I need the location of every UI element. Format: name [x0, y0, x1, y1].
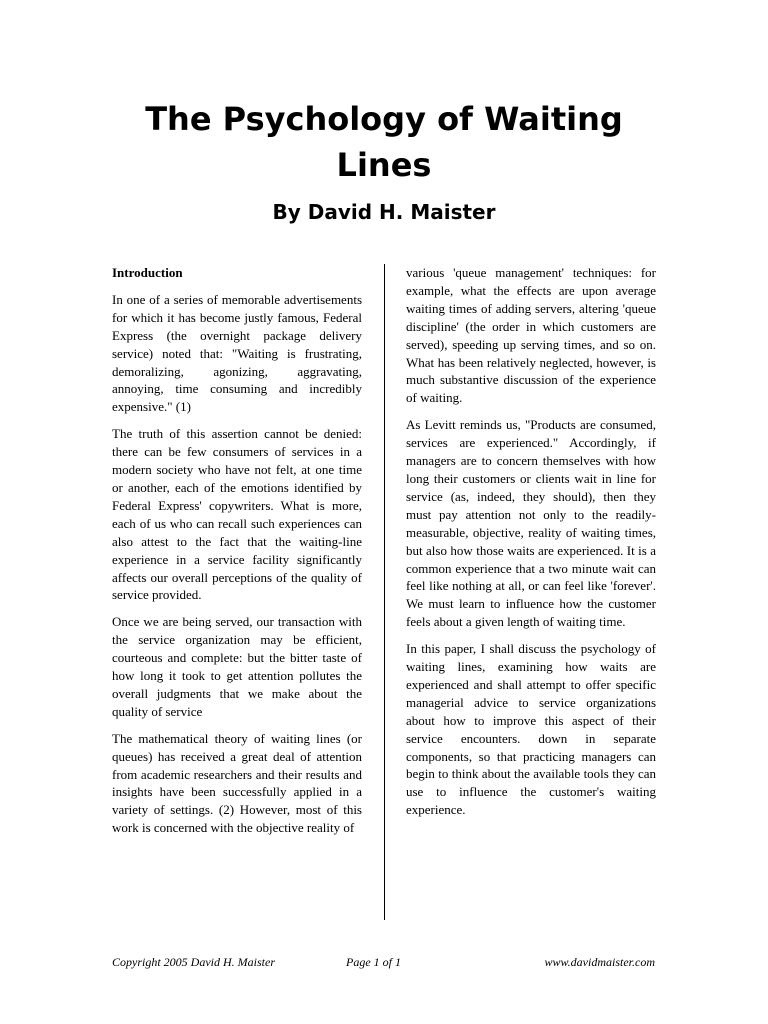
- left-column: [112, 264, 362, 846]
- paragraph: In one of a series of memorable advertisements for which it has become justly famous, Federal Express (the overnight package delivery service) noted that: "Waiting is frustrating, demoralizing, agonizing, aggravating, annoying, time consuming and incredibly expensive." (1): [112, 291, 362, 415]
- paragraph: The mathematical theory of waiting lines (or queues) has received a great deal of attention from academic researchers and their results and insights have been successfully applied in a variety of settings. (2) However, most of this work is concerned with the objective reality of: [112, 730, 362, 836]
- document-title: The Psychology of Waiting Lines: [145, 100, 623, 184]
- paragraph: various 'queue management' techniques: for example, what the effects are upon average waiting times of adding servers, altering 'queue discipline' (the order in which customers are served), speeding up serving times, and so on. What has been relatively neglected, however, is much substantive discussion of the experience of waiting.: [406, 265, 656, 406]
- page-number: Page 1 of 1: [346, 955, 401, 969]
- paragraph: The truth of this assertion cannot be denied: there can be few consumers of services in a modern society who have not felt, at one time or another, each of the emotions identified by Federal Express' copywriters. What is more, each of us who can recall such experiences can also attest to the fact that the waiting-line experience in a service facility significantly affects our overall perceptions of the quality of service provided.: [112, 426, 362, 603]
- author-byline: By David H. Maister: [272, 200, 496, 224]
- website-link[interactable]: www.davidmaister.com: [544, 955, 655, 969]
- paragraph: Once we are being served, our transaction with the service organization may be efficient, courteous and complete: but the bitter taste of how long it took to get attention pollutes the overall judgments that we make about the quality of service: [112, 614, 362, 719]
- paragraph: As Levitt reminds us, "Products are consumed, services are experienced." Accordingly, if managers are to concern themselves with how long their customers or clients wait in line for service (as, indeed, they should), then they must pay attention not only to the readily-measurable, objective, reality of waiting times, but also how those waits are experienced. It is a common experience that a two minute wait can feel like nothing at all, or can feel like 'forever'. We must learn to influence how the customer feels about a given length of waiting time.: [406, 417, 656, 630]
- copyright-notice: Copyright 2005 David H. Maister: [112, 955, 275, 969]
- section-heading: Introduction: [112, 265, 183, 280]
- paragraph: In this paper, I shall discuss the psychology of waiting lines, examining how waits are experienced and shall attempt to offer specific managerial advice to service organizations about how to improve this aspect of their service encounters. down in separate components, so that practicing managers can begin to think about the available tools they can use to influence the customer's waiting experience.: [406, 641, 656, 818]
- right-column: [406, 264, 656, 828]
- column-divider: [384, 264, 385, 920]
